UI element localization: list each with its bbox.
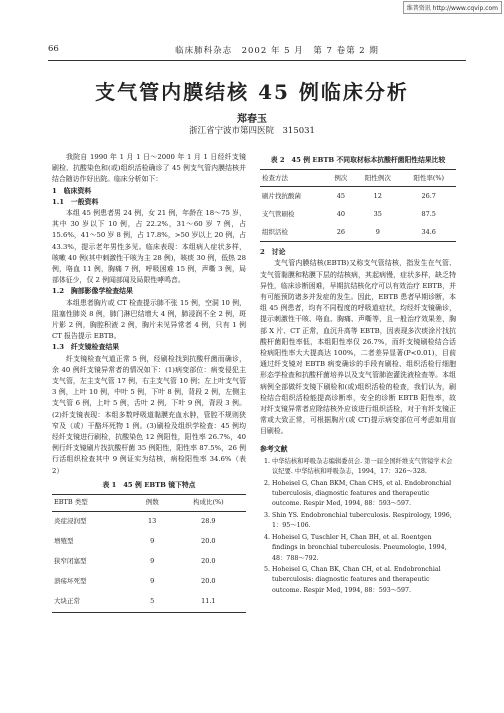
section-heading-discussion: 2 讨论 — [260, 248, 286, 257]
journal-info: 临床肺科杂志 2002 年 5 月 第 7 卷第 2 期 — [175, 46, 379, 56]
reference-item: 5. Hoheisel G, Chan BK, Chan CH, et al. Endobronchial tuberculosis: diagnostic features and therapeutic outcome. Respir Med, 1994, 88：593～597. — [272, 565, 456, 596]
table2-cell: 35 — [373, 209, 382, 218]
intro-paragraph: 我院自 1990 年 1 月 1 日～2000 年 1 月 1 日经纤支镜刷检、抗酸染色和(或)组织活检确诊了 45 例支气管内膜结核并结合随访作好出院。临床分析如下： — [52, 153, 246, 184]
table1-row — [52, 592, 246, 613]
reference-item: 4. Hoheisel G, Tuschler H, Chan BH, et al. Roentgen findings in bronchial tuberculosis. Pneumologie, 1994, 48：788～792. — [272, 533, 456, 564]
table1-cell: 20.0 — [201, 557, 216, 566]
right-column — [260, 152, 456, 597]
references-list — [260, 457, 456, 596]
table2-header-cell: 阳性例次 — [364, 173, 391, 182]
table2-cell: 12 — [373, 191, 382, 200]
table1-cell: 大块正常 — [54, 597, 80, 606]
table1-cell: 5 — [150, 597, 155, 606]
section-heading-clinical: 1 临床资料 — [52, 186, 92, 195]
author-affiliation: 浙江省宁波市第四医院 315031 — [189, 126, 315, 136]
table1-cell: 11.1 — [201, 597, 216, 606]
table2-cell: 组织活检 — [262, 227, 288, 236]
reference-item: 2. Hoheisel G, Chan BKM, Chan CHS, et al. Endobronchial tuberculosis, diagnostic features and therapeutic outcome. Respir Med, 1994, 88：593～597. — [272, 479, 456, 510]
table1-row — [52, 552, 246, 572]
table1-header-cell: 构成比(%) — [192, 498, 224, 507]
table1-cell: 9 — [150, 537, 155, 546]
subsection-heading-general: 1.1 一般资料 — [52, 197, 99, 206]
table2-cell: 34.6 — [421, 227, 436, 236]
reference-item: 3. Shin YS. Endobronchial tuberculosis. Respirology, 1996, 1：95～106. — [272, 511, 456, 532]
table1-row — [52, 512, 246, 533]
author-name: 郑春玉 — [237, 114, 267, 125]
table1-cell: 溃疡坏死型 — [54, 577, 87, 586]
table1-cell: 20.0 — [201, 577, 216, 586]
table2-cell: 87.5 — [421, 209, 436, 218]
table2-cell: 26 — [336, 227, 346, 236]
table2-cell: 刷片找抗酸菌 — [262, 191, 301, 200]
table1-cell: 20.0 — [201, 537, 216, 546]
discussion-paragraph: 支气管内膜结核(EBTB)又称支气管结核，指发生在气管、支气管黏膜和粘膜下层的结核病，其起病慢，症状多样，缺乏特异性，临床诊断困难，早期抗结核化疗可以有效治疗 EBTB，并有可能预防诸多并发症的发生。因此，EBTB 患者早期诊断，本组 45 例患者，均有不同程度的呼吸道症状，均经纤支镜确诊，提示刺激性干咳、咯血、胸痛、声嘶等，且一般治疗效果差，胸部 X 片、CT 正常，血沉升高等 EBTB，因表现多次痰涂片找抗酸杆菌阳性率低，本组阳性率仅 26.7%，而纤支镜刷检结合活检病阳性率大大提高达 100%，二者差异显著(P<0.01)，目前通过纤支镜对 EBTB 病变确诊的手段有刷检、组织活检行细胞形态学检查和抗酸杆菌培养以及支气管肺泡灌洗液检查等。本组病例全部做纤支镜下刷检和(或)组织活检的检查，我们认为，刷检结合组织活检能提高诊断率，安全的诊断 EBTB 阳性率，故对纤支镜异常者应除结核外应该进行组织活检，对于有纤支镜正常或大致正常，可根据胸片(或 CT)提示病变部位可考虑如用盲目刷检。 — [260, 259, 456, 436]
table2-row — [260, 223, 456, 242]
table2-cell: 9 — [375, 227, 380, 236]
table1-cell: 9 — [150, 557, 155, 566]
table2-header-cell: 检查方法 — [262, 173, 288, 182]
imaging-paragraph: 本组患者胸片或 CT 检查提示肺不张 15 例，空洞 10 例，阻塞性肺炎 8 例，肺门淋巴结增大 4 例，肺浸润不全 2 例，斑片影 2 例，胸腔积液 2 例，胸片未见异常者 4 例，只有 1 例 CT 报告提示 EBTB。 — [52, 298, 246, 341]
table1-cell: 13 — [148, 517, 157, 526]
table1-cell: 炎症浸润型 — [54, 517, 87, 526]
subsection-heading-bronchoscopy: 1.3 纤支镜检查结果 — [52, 343, 120, 352]
table2-header-cell: 例次 — [334, 173, 348, 182]
table2-header-cell: 阳性率(%) — [413, 173, 445, 182]
table2-cell: 45 — [336, 191, 346, 200]
table1-caption: 表 1 45 例 EBTB 镜下特点 — [102, 480, 196, 489]
table2-cell: 40 — [336, 209, 346, 218]
table1-row — [52, 532, 246, 552]
table1-cell: 狭窄闭塞型 — [54, 557, 87, 566]
table2-cell: 26.7 — [421, 191, 436, 200]
table1-cell: 28.9 — [201, 517, 216, 526]
page-number: 66 — [48, 44, 59, 54]
watermark-stamp: 维普资讯 http://www.cqvip.com — [403, 1, 502, 14]
left-column — [52, 152, 246, 613]
table1-cell: 9 — [150, 577, 155, 586]
bronchoscopy-paragraph: 纤支镜检查气道正常 5 例，经刷检找到抗酸杆菌而确诊，余 40 例纤支镜异常者的情况如下：(1)病变部位：病变侵犯主支气管，左主支气管 17 例，右主支气管 10 例；左上叶支气管 3 例，上叶 10 例，中叶 5 例，下叶 8 例，背段 2 例，左侧主支气管 6 例，上叶 5 例，舌叶 2 例，下叶 9 例，背段 3 例。(2)纤支镜表现：本组多数呼吸道黏膜充血水肿，管腔不规则狭窄及（或）干酪坏死物 1 例。(3)刷检及组织学检查：45 例均经纤支镜进行刷检，抗酸染色 12 例阳性，阳性率 26.7%，40 例行纤支镜刷片找抗酸杆菌 35 例阳性，阳性率 87.5%，26 例行活组织检查其中 9 例证实为结核，病检阳性率 34.6%（表 2） — [52, 354, 246, 475]
table2-caption: 表 2 45 例 EBTB 不同取材标本抗酸杆菌阳性结果比较 — [270, 156, 446, 164]
table2-cell: 支气管刷检 — [262, 209, 295, 218]
table2-row — [260, 205, 456, 223]
general-data-paragraph: 本组 45 例患者男 24 例，女 21 例，年龄在 18～75 岁，其中 30 岁以下 10 例，占 22.2%，31～60 岁 7 例，占 15.6%，41～50 岁 8 例，占 17.8%，>50 岁以上 20 例，占 43.3%，提示老年男性多见。临床表现：本组病人症状多样，咳嗽 40 例(其中刺激性干咳为主 28 例)，咳痰 30 例，低热 28 例，咯血 11 例，胸痛 7 例，呼吸困难 15 例，声嘶 3 例，局部体征少，仅 2 例闻部闻及局限性哮鸣音。 — [52, 209, 246, 285]
table1-header-cell: EBTB 类型 — [54, 498, 88, 507]
table1-ebtb-types — [52, 494, 246, 613]
table1-header-cell: 例数 — [145, 498, 159, 507]
reference-item: 1. 中华结核和呼吸杂志编辑委员会. 第一届全国纤维支气管镜学术会议纪要. 中华结核和呼吸杂志，1994，17：326～328. — [272, 457, 456, 478]
subsection-heading-imaging: 1.2 胸部影像学检查结果 — [52, 287, 133, 296]
table1-cell: 增殖型 — [54, 537, 74, 546]
references-heading: 参考文献 — [260, 444, 288, 453]
table2-specimen-results — [260, 169, 456, 242]
table1-row — [52, 572, 246, 592]
table2-row — [260, 187, 456, 206]
running-header — [48, 44, 466, 61]
article-title: 支气管内膜结核 45 例临床分析 — [95, 80, 409, 104]
